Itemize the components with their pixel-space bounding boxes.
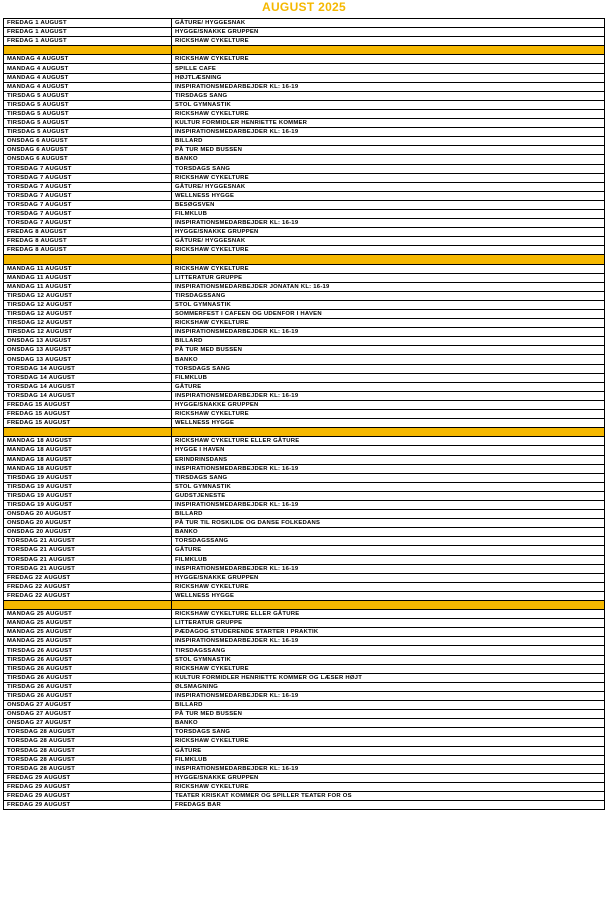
activity-cell: STOL GYMNASTIK	[172, 300, 605, 309]
table-row	[4, 91, 605, 100]
table-row	[4, 246, 605, 255]
table-row	[4, 200, 605, 209]
activity-cell: BANKO	[172, 355, 605, 364]
activity-cell: BILLARD	[172, 137, 605, 146]
date-cell: TIRSDAG 12 AUGUST	[4, 310, 172, 319]
table-row	[4, 755, 605, 764]
activity-cell: FILMKLUB	[172, 755, 605, 764]
date-cell: ONSDAG 20 AUGUST	[4, 510, 172, 519]
table-row	[4, 191, 605, 200]
activity-cell: INSPIRATIONSMEDARBEJDER KL: 16-19	[172, 128, 605, 137]
table-row	[4, 82, 605, 91]
table-row	[4, 746, 605, 755]
date-cell: ONSDAG 13 AUGUST	[4, 337, 172, 346]
activity-cell: INSPIRATIONSMEDARBEJDER KL: 16-19	[172, 500, 605, 509]
activity-cell: KULTUR FORMIDLER HENRIETTE KOMMER	[172, 119, 605, 128]
activity-cell: RICKSHAW CYKELTURE	[172, 737, 605, 746]
table-row	[4, 28, 605, 37]
table-row	[4, 419, 605, 428]
date-cell: TIRSDAG 19 AUGUST	[4, 500, 172, 509]
table-row	[4, 782, 605, 791]
schedule-table	[3, 18, 605, 810]
activity-cell: HYGGE/SNAKKE GRUPPEN	[172, 400, 605, 409]
activity-cell: INSPIRATIONSMEDARBEJDER KL: 16-19	[172, 464, 605, 473]
date-cell: ONSDAG 20 AUGUST	[4, 528, 172, 537]
date-cell: TIRSDAG 5 AUGUST	[4, 109, 172, 118]
date-cell: MANDAG 25 AUGUST	[4, 637, 172, 646]
table-row	[4, 73, 605, 82]
date-cell: FREDAG 8 AUGUST	[4, 228, 172, 237]
date-cell: MANDAG 11 AUGUST	[4, 273, 172, 282]
activity-cell: PÅ TUR MED BUSSEN	[172, 710, 605, 719]
separator-cell	[4, 255, 172, 264]
separator-cell	[4, 428, 172, 437]
date-cell: TIRSDAG 12 AUGUST	[4, 300, 172, 309]
table-row	[4, 364, 605, 373]
table-row	[4, 400, 605, 409]
date-cell: TIRSDAG 26 AUGUST	[4, 691, 172, 700]
table-row	[4, 610, 605, 619]
schedule-body	[4, 19, 605, 810]
activity-cell: RICKSHAW CYKELTURE ELLER GÅTURE	[172, 437, 605, 446]
activity-cell: FILMKLUB	[172, 555, 605, 564]
activity-cell: INSPIRATIONSMEDARBEJDER JONATAN KL: 16-19	[172, 282, 605, 291]
date-cell: TIRSDAG 5 AUGUST	[4, 119, 172, 128]
table-row	[4, 591, 605, 600]
table-row	[4, 500, 605, 509]
date-cell: TORSDAG 28 AUGUST	[4, 746, 172, 755]
date-cell: FREDAG 29 AUGUST	[4, 773, 172, 782]
date-cell: FREDAG 15 AUGUST	[4, 410, 172, 419]
table-row	[4, 146, 605, 155]
activity-cell: GÅTURE/ HYGGESNAK	[172, 182, 605, 191]
date-cell: TORSDAG 14 AUGUST	[4, 364, 172, 373]
activity-cell: TIRSDAGSSANG	[172, 646, 605, 655]
table-row	[4, 310, 605, 319]
activity-cell: INSPIRATIONSMEDARBEJDER KL: 16-19	[172, 691, 605, 700]
table-row	[4, 710, 605, 719]
table-row	[4, 655, 605, 664]
activity-cell: ØLSMAGNING	[172, 682, 605, 691]
table-row	[4, 573, 605, 582]
table-row	[4, 209, 605, 218]
date-cell: TIRSDAG 19 AUGUST	[4, 491, 172, 500]
table-row	[4, 219, 605, 228]
table-row	[4, 728, 605, 737]
table-row	[4, 764, 605, 773]
table-row	[4, 491, 605, 500]
date-cell: TORSDAG 7 AUGUST	[4, 219, 172, 228]
table-row	[4, 510, 605, 519]
activity-cell: RICKSHAW CYKELTURE	[172, 246, 605, 255]
activity-cell: STOL GYMNASTIK	[172, 482, 605, 491]
activity-cell: BILLARD	[172, 701, 605, 710]
activity-cell: INSPIRATIONSMEDARBEJDER KL: 16-19	[172, 564, 605, 573]
activity-cell: FILMKLUB	[172, 209, 605, 218]
date-cell: MANDAG 4 AUGUST	[4, 55, 172, 64]
activity-cell: BESØGSVEN	[172, 200, 605, 209]
table-row	[4, 346, 605, 355]
table-row	[4, 619, 605, 628]
date-cell: FREDAG 29 AUGUST	[4, 782, 172, 791]
separator-cell	[4, 601, 172, 610]
table-row	[4, 801, 605, 810]
table-row	[4, 410, 605, 419]
table-row	[4, 701, 605, 710]
activity-cell: PÅ TUR TIL ROSKILDE OG DANSE FOLKEDANS	[172, 519, 605, 528]
date-cell: ONSDAG 27 AUGUST	[4, 701, 172, 710]
date-cell: ONSDAG 6 AUGUST	[4, 137, 172, 146]
activity-cell: LITTERATUR GRUPPE	[172, 619, 605, 628]
separator-cell	[172, 428, 605, 437]
activity-cell: GÅTURE	[172, 746, 605, 755]
date-cell: TORSDAG 21 AUGUST	[4, 564, 172, 573]
activity-cell: GÅTURE/ HYGGESNAK	[172, 19, 605, 28]
table-row	[4, 446, 605, 455]
date-cell: FREDAG 15 AUGUST	[4, 400, 172, 409]
table-row	[4, 628, 605, 637]
table-row	[4, 719, 605, 728]
activity-cell: INSPIRATIONSMEDARBEJDER KL: 16-19	[172, 82, 605, 91]
table-row	[4, 328, 605, 337]
activity-cell: KULTUR FORMIDLER HENRIETTE KOMMER OG LÆSER HØJT	[172, 673, 605, 682]
table-row	[4, 355, 605, 364]
activity-cell: GÅTURE	[172, 382, 605, 391]
table-row	[4, 300, 605, 309]
date-cell: TORSDAG 7 AUGUST	[4, 164, 172, 173]
activity-cell: RICKSHAW CYKELTURE	[172, 410, 605, 419]
date-cell: ONSDAG 13 AUGUST	[4, 346, 172, 355]
activity-cell: FREDAGS BAR	[172, 801, 605, 810]
activity-cell: INSPIRATIONSMEDARBEJDER KL: 16-19	[172, 764, 605, 773]
date-cell: FREDAG 1 AUGUST	[4, 37, 172, 46]
activity-cell: HYGGE/SNAKKE GRUPPEN	[172, 573, 605, 582]
date-cell: TORSDAG 7 AUGUST	[4, 200, 172, 209]
date-cell: MANDAG 18 AUGUST	[4, 446, 172, 455]
table-row	[4, 555, 605, 564]
separator-cell	[172, 601, 605, 610]
activity-cell: RICKSHAW CYKELTURE	[172, 264, 605, 273]
date-cell: ONSDAG 6 AUGUST	[4, 146, 172, 155]
separator-cell	[172, 46, 605, 55]
date-cell: TORSDAG 7 AUGUST	[4, 182, 172, 191]
table-row	[4, 382, 605, 391]
date-cell: FREDAG 15 AUGUST	[4, 419, 172, 428]
separator-cell	[4, 46, 172, 55]
table-row	[4, 473, 605, 482]
date-cell: FREDAG 8 AUGUST	[4, 237, 172, 246]
activity-cell: RICKSHAW CYKELTURE	[172, 782, 605, 791]
separator-cell	[172, 255, 605, 264]
table-row	[4, 319, 605, 328]
date-cell: FREDAG 22 AUGUST	[4, 573, 172, 582]
activity-cell: LITTERATUR GRUPPE	[172, 273, 605, 282]
activity-cell: HØJTLÆSNING	[172, 73, 605, 82]
table-row	[4, 37, 605, 46]
table-row	[4, 773, 605, 782]
table-row	[4, 19, 605, 28]
date-cell: TIRSDAG 5 AUGUST	[4, 100, 172, 109]
date-cell: TIRSDAG 5 AUGUST	[4, 128, 172, 137]
date-cell: TORSDAG 14 AUGUST	[4, 382, 172, 391]
activity-cell: RICKSHAW CYKELTURE	[172, 173, 605, 182]
activity-cell: TIRSDAGS SANG	[172, 91, 605, 100]
table-row	[4, 373, 605, 382]
activity-cell: TORSDAGS SANG	[172, 364, 605, 373]
table-row	[4, 109, 605, 118]
date-cell: TIRSDAG 12 AUGUST	[4, 291, 172, 300]
activity-cell: STOL GYMNASTIK	[172, 655, 605, 664]
page-title: AUGUST 2025	[262, 0, 346, 14]
date-cell: TIRSDAG 12 AUGUST	[4, 319, 172, 328]
date-cell: MANDAG 18 AUGUST	[4, 437, 172, 446]
date-cell: TORSDAG 7 AUGUST	[4, 191, 172, 200]
activity-cell: SOMMERFEST I CAFEEN OG UDENFOR I HAVEN	[172, 310, 605, 319]
date-cell: TORSDAG 14 AUGUST	[4, 373, 172, 382]
activity-cell: PÅ TUR MED BUSSEN	[172, 146, 605, 155]
table-row	[4, 282, 605, 291]
date-cell: ONSDAG 27 AUGUST	[4, 719, 172, 728]
table-row	[4, 337, 605, 346]
activity-cell: INSPIRATIONSMEDARBEJDER KL: 16-19	[172, 219, 605, 228]
date-cell: TIRSDAG 5 AUGUST	[4, 91, 172, 100]
activity-cell: GÅTURE/ HYGGESNAK	[172, 237, 605, 246]
date-cell: MANDAG 18 AUGUST	[4, 455, 172, 464]
table-row	[4, 637, 605, 646]
activity-cell: HYGGE I HAVEN	[172, 446, 605, 455]
activity-cell: HYGGE/SNAKKE GRUPPEN	[172, 228, 605, 237]
table-row	[4, 273, 605, 282]
table-row	[4, 664, 605, 673]
table-row	[4, 737, 605, 746]
date-cell: TIRSDAG 19 AUGUST	[4, 482, 172, 491]
table-row	[4, 528, 605, 537]
activity-cell: RICKSHAW CYKELTURE	[172, 582, 605, 591]
date-cell: MANDAG 4 AUGUST	[4, 73, 172, 82]
week-separator-row	[4, 46, 605, 55]
week-separator-row	[4, 601, 605, 610]
table-row	[4, 482, 605, 491]
activity-cell: RICKSHAW CYKELTURE	[172, 664, 605, 673]
activity-cell: BILLARD	[172, 337, 605, 346]
table-row	[4, 64, 605, 73]
date-cell: TIRSDAG 26 AUGUST	[4, 673, 172, 682]
table-row	[4, 119, 605, 128]
activity-cell: TEATER KRISKAT KOMMER OG SPILLER TEATER FOR OS	[172, 791, 605, 800]
date-cell: TORSDAG 28 AUGUST	[4, 764, 172, 773]
date-cell: TORSDAG 7 AUGUST	[4, 173, 172, 182]
table-row	[4, 128, 605, 137]
activity-cell: WELLNESS HYGGE	[172, 419, 605, 428]
table-row	[4, 55, 605, 64]
date-cell: MANDAG 4 AUGUST	[4, 82, 172, 91]
date-cell: MANDAG 4 AUGUST	[4, 64, 172, 73]
date-cell: MANDAG 25 AUGUST	[4, 628, 172, 637]
date-cell: TIRSDAG 26 AUGUST	[4, 664, 172, 673]
table-row	[4, 682, 605, 691]
table-row	[4, 564, 605, 573]
activity-cell: HYGGE/SNAKKE GRUPPEN	[172, 773, 605, 782]
date-cell: FREDAG 1 AUGUST	[4, 28, 172, 37]
date-cell: ONSDAG 6 AUGUST	[4, 155, 172, 164]
table-row	[4, 537, 605, 546]
date-cell: FREDAG 22 AUGUST	[4, 591, 172, 600]
activity-cell: TORSDAGSSANG	[172, 537, 605, 546]
table-row	[4, 646, 605, 655]
week-separator-row	[4, 428, 605, 437]
date-cell: TORSDAG 21 AUGUST	[4, 537, 172, 546]
table-row	[4, 437, 605, 446]
date-cell: FREDAG 22 AUGUST	[4, 582, 172, 591]
activity-cell: RICKSHAW CYKELTURE	[172, 109, 605, 118]
table-row	[4, 182, 605, 191]
date-cell: TIRSDAG 26 AUGUST	[4, 646, 172, 655]
date-cell: TORSDAG 28 AUGUST	[4, 728, 172, 737]
activity-cell: TIRSDAGS SANG	[172, 473, 605, 482]
date-cell: TORSDAG 28 AUGUST	[4, 737, 172, 746]
table-row	[4, 455, 605, 464]
activity-cell: WELLNESS HYGGE	[172, 191, 605, 200]
activity-cell: INSPIRATIONSMEDARBEJDER KL: 16-19	[172, 391, 605, 400]
activity-cell: RICKSHAW CYKELTURE ELLER GÅTURE	[172, 610, 605, 619]
activity-cell: RICKSHAW CYKELTURE	[172, 319, 605, 328]
activity-cell: TORSDAGS SANG	[172, 728, 605, 737]
activity-cell: WELLNESS HYGGE	[172, 591, 605, 600]
activity-cell: BILLARD	[172, 510, 605, 519]
activity-cell: BANKO	[172, 155, 605, 164]
activity-cell: SPILLE CAFE	[172, 64, 605, 73]
table-row	[4, 164, 605, 173]
date-cell: TIRSDAG 26 AUGUST	[4, 655, 172, 664]
date-cell: TORSDAG 21 AUGUST	[4, 555, 172, 564]
date-cell: TORSDAG 21 AUGUST	[4, 546, 172, 555]
date-cell: FREDAG 1 AUGUST	[4, 19, 172, 28]
activity-cell: TIRSDAGSSANG	[172, 291, 605, 300]
date-cell: MANDAG 25 AUGUST	[4, 619, 172, 628]
table-row	[4, 100, 605, 109]
table-row	[4, 546, 605, 555]
activity-cell: RICKSHAW CYKELTURE	[172, 37, 605, 46]
table-row	[4, 137, 605, 146]
week-separator-row	[4, 255, 605, 264]
activity-cell: RICKSHAW CYKELTURE	[172, 55, 605, 64]
table-row	[4, 391, 605, 400]
table-row	[4, 237, 605, 246]
table-row	[4, 691, 605, 700]
activity-cell: INSPIRATIONSMEDARBEJDER KL: 16-19	[172, 637, 605, 646]
table-row	[4, 582, 605, 591]
activity-cell: GUDSTJENESTE	[172, 491, 605, 500]
activity-cell: FILMKLUB	[172, 373, 605, 382]
date-cell: MANDAG 11 AUGUST	[4, 282, 172, 291]
date-cell: ONSDAG 13 AUGUST	[4, 355, 172, 364]
date-cell: TORSDAG 28 AUGUST	[4, 755, 172, 764]
date-cell: MANDAG 18 AUGUST	[4, 464, 172, 473]
date-cell: ONSDAG 27 AUGUST	[4, 710, 172, 719]
date-cell: FREDAG 8 AUGUST	[4, 246, 172, 255]
table-row	[4, 228, 605, 237]
activity-cell: BANKO	[172, 719, 605, 728]
table-row	[4, 173, 605, 182]
activity-cell: STOL GYMNASTIK	[172, 100, 605, 109]
table-row	[4, 791, 605, 800]
date-cell: FREDAG 29 AUGUST	[4, 791, 172, 800]
date-cell: TIRSDAG 19 AUGUST	[4, 473, 172, 482]
activity-cell: GÅTURE	[172, 546, 605, 555]
table-row	[4, 673, 605, 682]
activity-cell: PÆDAGOG STUDERENDE STARTER I PRAKTIK	[172, 628, 605, 637]
date-cell: FREDAG 29 AUGUST	[4, 801, 172, 810]
date-cell: TIRSDAG 12 AUGUST	[4, 328, 172, 337]
activity-cell: HYGGE/SNAKKE GRUPPEN	[172, 28, 605, 37]
table-row	[4, 155, 605, 164]
activity-cell: PÅ TUR MED BUSSEN	[172, 346, 605, 355]
table-row	[4, 464, 605, 473]
date-cell: TIRSDAG 26 AUGUST	[4, 682, 172, 691]
date-cell: TORSDAG 7 AUGUST	[4, 209, 172, 218]
date-cell: TORSDAG 14 AUGUST	[4, 391, 172, 400]
date-cell: ONSDAG 20 AUGUST	[4, 519, 172, 528]
activity-cell: INSPIRATIONSMEDARBEJDER KL: 16-19	[172, 328, 605, 337]
table-row	[4, 519, 605, 528]
activity-cell: TORSDAGS SANG	[172, 164, 605, 173]
date-cell: MANDAG 11 AUGUST	[4, 264, 172, 273]
date-cell: MANDAG 25 AUGUST	[4, 610, 172, 619]
table-row	[4, 291, 605, 300]
activity-cell: ERINDRINSDANS	[172, 455, 605, 464]
table-row	[4, 264, 605, 273]
activity-cell: BANKO	[172, 528, 605, 537]
